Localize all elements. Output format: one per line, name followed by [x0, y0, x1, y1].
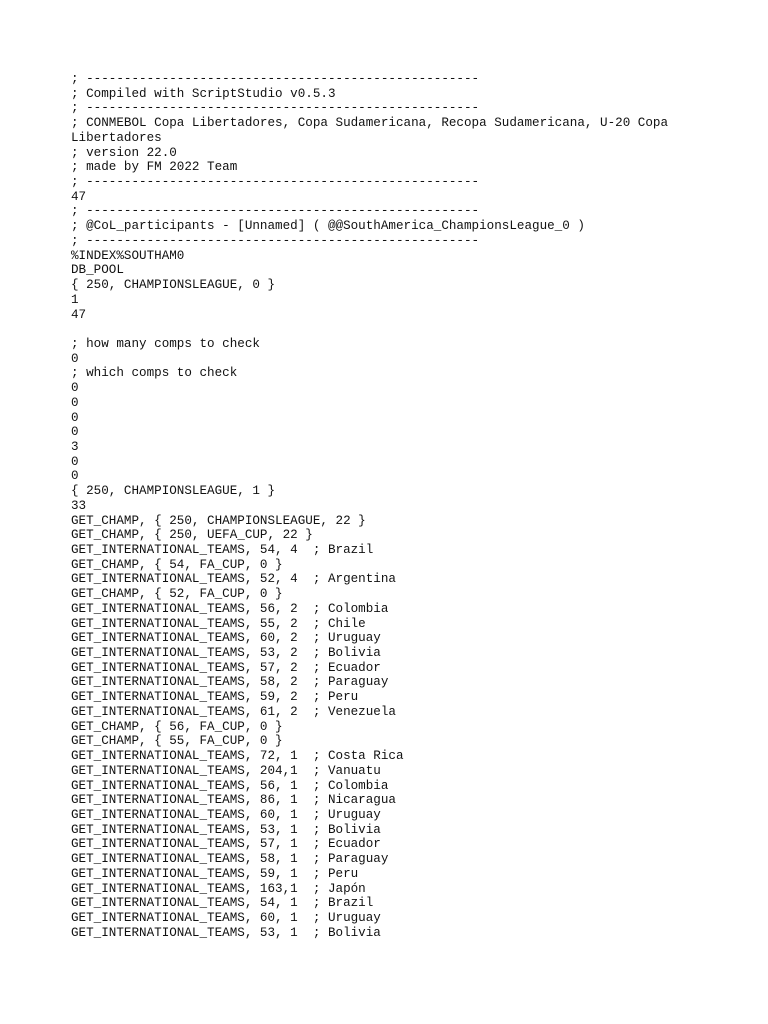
code-line: 0 — [71, 351, 79, 366]
code-line: 47 — [71, 307, 87, 322]
code-line: GET_INTERNATIONAL_TEAMS, 204,1 ; Vanuatu — [71, 763, 381, 778]
code-line: GET_INTERNATIONAL_TEAMS, 72, 1 ; Costa Rica — [71, 749, 404, 764]
code-line: GET_INTERNATIONAL_TEAMS, 163,1 ; Japón — [71, 881, 366, 896]
separator-comment: ; ---------------------------------------------------- — [71, 101, 480, 116]
code-line: GET_INTERNATIONAL_TEAMS, 54, 4 ; Brazil — [71, 543, 374, 557]
code-line: 3 — [71, 439, 79, 454]
code-line: GET_INTERNATIONAL_TEAMS, 53, 1 ; Bolivia — [71, 925, 381, 940]
code-line: 0 — [71, 395, 79, 410]
code-line: DB_POOL — [71, 263, 124, 278]
comment-line: ; Compiled with ScriptStudio v0.5.3 — [71, 86, 336, 101]
code-line: GET_INTERNATIONAL_TEAMS, 60, 1 ; Uruguay — [71, 910, 381, 925]
code-line: GET_INTERNATIONAL_TEAMS, 60, 2 ; Uruguay — [71, 631, 381, 646]
code-line: 0 — [71, 381, 79, 396]
code-line: GET_CHAMP, { 54, FA_CUP, 0 } — [71, 557, 283, 572]
separator-comment: ; ---------------------------------------------------- — [71, 175, 480, 190]
code-line: GET_INTERNATIONAL_TEAMS, 60, 1 ; Uruguay — [71, 807, 381, 822]
code-line: GET_INTERNATIONAL_TEAMS, 56, 2 ; Colombia — [71, 601, 389, 616]
script-text — [71, 72, 691, 940]
code-line: 33 — [71, 498, 87, 513]
code-line: GET_CHAMP, { 55, FA_CUP, 0 } — [71, 734, 283, 749]
code-line: GET_INTERNATIONAL_TEAMS, 61, 2 ; Venezuela — [71, 704, 396, 719]
comment-line: ; version 22.0 — [71, 145, 177, 160]
code-line: 0 — [71, 469, 79, 484]
code-line: 0 — [71, 454, 79, 469]
code-line: GET_INTERNATIONAL_TEAMS, 54, 1 ; Brazil — [71, 896, 374, 911]
code-line: 0 — [71, 425, 79, 440]
code-line: GET_INTERNATIONAL_TEAMS, 53, 1 ; Bolivia — [71, 822, 381, 837]
code-line: GET_INTERNATIONAL_TEAMS, 58, 1 ; Paraguay — [71, 852, 389, 867]
comment-line: ; @CoL_participants - [Unnamed] ( @@SouthAmerica_ChampionsLeague_0 ) — [71, 219, 585, 234]
comment-line: ; CONMEBOL Copa Libertadores, Copa Sudamericana, Recopa Sudamericana, U-20 Copa Libertadores — [71, 116, 676, 145]
code-line: GET_INTERNATIONAL_TEAMS, 56, 1 ; Colombia — [71, 778, 389, 793]
code-line: { 250, CHAMPIONSLEAGUE, 0 } — [71, 278, 276, 293]
code-line: 47 — [71, 189, 87, 204]
blank-line — [71, 322, 691, 337]
code-line: 0 — [71, 410, 79, 425]
code-line: %INDEX%SOUTHAM0 — [71, 248, 185, 263]
separator-comment: ; ---------------------------------------------------- — [71, 204, 480, 219]
separator-comment: ; ---------------------------------------------------- — [71, 233, 480, 248]
comment-line: ; which comps to check — [71, 366, 238, 381]
code-line: GET_INTERNATIONAL_TEAMS, 59, 2 ; Peru — [71, 690, 359, 705]
code-line: 1 — [71, 292, 79, 307]
code-line: { 250, CHAMPIONSLEAGUE, 1 } — [71, 484, 276, 499]
code-line: GET_CHAMP, { 250, CHAMPIONSLEAGUE, 22 } — [71, 513, 366, 528]
code-line: GET_INTERNATIONAL_TEAMS, 53, 2 ; Bolivia — [71, 646, 381, 661]
code-line: GET_CHAMP, { 52, FA_CUP, 0 } — [71, 587, 283, 602]
code-line: GET_INTERNATIONAL_TEAMS, 59, 1 ; Peru — [71, 866, 359, 881]
comment-line: ; how many comps to check — [71, 336, 260, 351]
code-line: GET_INTERNATIONAL_TEAMS, 57, 1 ; Ecuador — [71, 837, 381, 852]
separator-comment: ; ---------------------------------------------------- — [71, 72, 480, 86]
code-line: GET_CHAMP, { 250, UEFA_CUP, 22 } — [71, 528, 313, 543]
code-line: GET_INTERNATIONAL_TEAMS, 52, 4 ; Argentina — [71, 572, 396, 587]
code-line: GET_INTERNATIONAL_TEAMS, 58, 2 ; Paraguay — [71, 675, 389, 690]
comment-line: ; made by FM 2022 Team — [71, 160, 238, 175]
code-line: GET_CHAMP, { 56, FA_CUP, 0 } — [71, 719, 283, 734]
code-line: GET_INTERNATIONAL_TEAMS, 86, 1 ; Nicaragua — [71, 793, 396, 808]
code-line: GET_INTERNATIONAL_TEAMS, 55, 2 ; Chile — [71, 616, 366, 631]
code-line: GET_INTERNATIONAL_TEAMS, 57, 2 ; Ecuador — [71, 660, 381, 675]
